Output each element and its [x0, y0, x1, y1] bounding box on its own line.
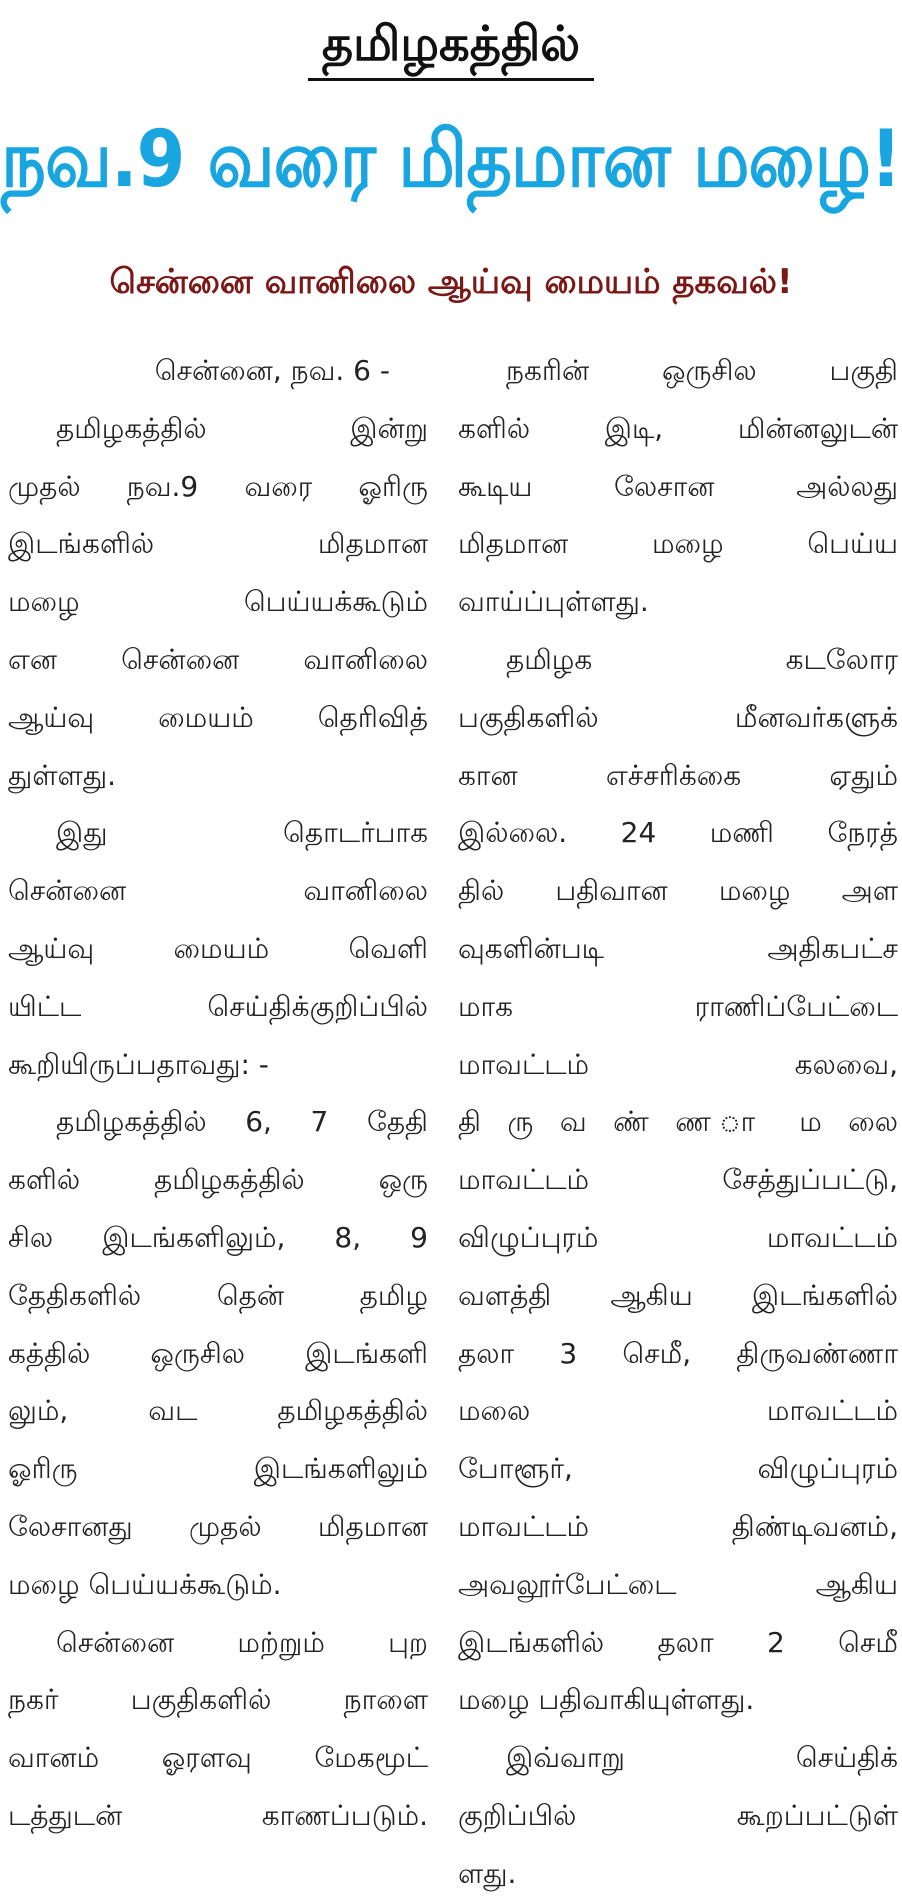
body-line: துள்ளது. — [8, 758, 116, 792]
body-line: மிதமான மழை பெய்ய — [458, 527, 898, 561]
body-line: டத்துடன் காணப்படும். — [8, 1798, 428, 1832]
article-headline: நவ.9 வரை மிதமான மழை! — [1, 113, 901, 205]
dateline: சென்னை, நவ. 6 - — [154, 354, 390, 387]
body-line: லேசானது முதல் மிதமான — [8, 1509, 428, 1543]
kicker-text: தமிழகத்தில் — [308, 14, 594, 81]
body-line: வுகளின்படி அதிகபட்ச — [458, 931, 898, 965]
article-kicker — [0, 14, 902, 81]
body-line: தேதிகளில் தென் தமிழ — [8, 1278, 428, 1312]
body-line: மாவட்டம் திண்டிவனம், — [458, 1509, 898, 1543]
body-line: மாவட்டம் சேத்துப்பட்டு, — [458, 1163, 898, 1197]
body-line: இவ்வாறு செய்திக் — [506, 1741, 898, 1775]
body-line: யிட்ட செய்திக்குறிப்பில் — [8, 989, 428, 1023]
body-line: முதல் நவ.9 வரை ஓரிரு — [8, 469, 428, 503]
body-line: கான எச்சரிக்கை ஏதும் — [458, 758, 898, 792]
body-line: கத்தில் ஒருசில இடங்களி — [8, 1336, 428, 1370]
body-line: தலா 3 செமீ, திருவண்ணா — [458, 1336, 898, 1370]
body-line: வாய்ப்புள்ளது. — [458, 585, 649, 619]
body-line: தில் பதிவான மழை அள — [458, 874, 898, 908]
article-body — [0, 342, 902, 1890]
body-line: நகரின் ஒருசில பகுதி — [506, 354, 898, 387]
body-line: என சென்னை வானிலை — [8, 642, 428, 676]
body-line: தமிழக கடலோர — [506, 642, 898, 676]
body-line: பகுதிகளில் மீனவர்களுக் — [458, 700, 898, 734]
left-column — [8, 342, 428, 1845]
body-line: நகர் பகுதிகளில் நாளை — [8, 1683, 428, 1717]
body-line: சில இடங்களிலும், 8, 9 — [8, 1220, 428, 1254]
body-line: ஓரிரு இடங்களிலும் — [8, 1452, 428, 1486]
body-line: வளத்தி ஆகிய இடங்களில் — [458, 1278, 898, 1312]
body-line: குறிப்பில் கூறப்பட்டுள் — [458, 1798, 898, 1832]
body-line: களில் தமிழகத்தில் ஒரு — [8, 1163, 428, 1197]
right-column — [458, 342, 898, 1903]
body-line: ளது. — [458, 1856, 517, 1890]
body-line: இது தொடர்பாக — [56, 816, 428, 850]
body-line: லும், வட தமிழகத்தில் — [8, 1394, 428, 1428]
body-line: மாவட்டம் கலவை, — [458, 1047, 898, 1081]
article-subheadline: சென்னை வானிலை ஆய்வு மையம் தகவல்! — [109, 262, 793, 302]
body-line: மழை பதிவாகியுள்ளது. — [458, 1683, 755, 1717]
body-line: சென்னை வானிலை — [8, 874, 428, 908]
body-line: மழை பெய்யக்கூடும் — [8, 585, 428, 619]
body-line: வானம் ஓரளவு மேகமூட் — [8, 1741, 428, 1775]
body-line: மலை மாவட்டம் — [458, 1394, 898, 1428]
body-line: போளூர், விழுப்புரம் — [458, 1452, 898, 1486]
body-line: மழை பெய்யக்கூடும். — [8, 1567, 282, 1601]
body-line: மாக ராணிப்பேட்டை — [458, 989, 898, 1023]
body-line: இடங்களில் தலா 2 செமீ — [458, 1625, 898, 1659]
body-line: தி ரு வ ண் ண ா ம லை — [458, 1105, 898, 1139]
body-line: தமிழகத்தில் 6, 7 தேதி — [56, 1105, 428, 1139]
body-line: இல்லை. 24 மணி நேரத் — [458, 816, 898, 850]
body-line: ஆய்வு மையம் தெரிவித் — [8, 700, 428, 734]
body-line: சென்னை மற்றும் புற — [56, 1625, 428, 1659]
body-line: கூடிய லேசான அல்லது — [458, 469, 898, 503]
body-line: அவலூர்பேட்டை ஆகிய — [458, 1567, 898, 1601]
body-line: இடங்களில் மிதமான — [8, 527, 428, 561]
body-line: களில் இடி, மின்னலுடன் — [458, 411, 898, 445]
body-line: ஆய்வு மையம் வெளி — [8, 931, 428, 965]
body-line: கூறியிருப்பதாவது: - — [8, 1047, 269, 1081]
body-line: தமிழகத்தில் இன்று — [56, 411, 428, 445]
body-line: விழுப்புரம் மாவட்டம் — [458, 1220, 898, 1254]
